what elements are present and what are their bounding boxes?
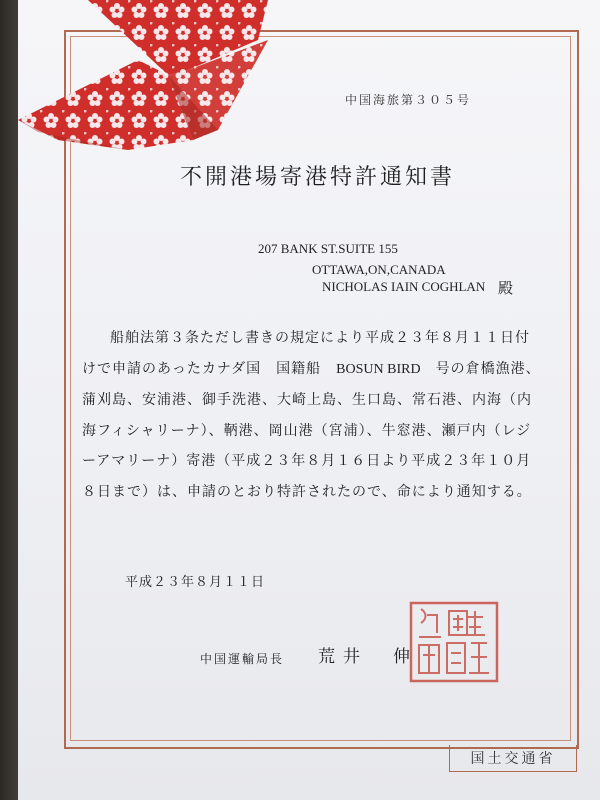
official-seal-stamp bbox=[405, 595, 503, 687]
document-title: 不開港場寄港特許通知書 bbox=[180, 165, 456, 190]
notice-body-part-2: 号の倉橋漁港、蒲刈島、安浦港、御手洗港、大崎上島、生口島、常石港、内海（内海フィシャリーナ）、鞆港、岡山港（宮浦）、牛窓港、瀬戸内（レジーアマリーナ）寄港（平成２３年８月１６日より平成２３年１０月８日まで）は、申請のとおり特許されたので、命により通知する。 bbox=[82, 360, 541, 500]
recipient-name: NICHOLAS IAIN COGHLAN bbox=[322, 279, 486, 294]
address-line-1: 207 BANK ST.SUITE 155 bbox=[258, 241, 398, 256]
address-line-2: OTTAWA,ON,CANADA bbox=[312, 262, 446, 277]
origami-crane bbox=[18, 0, 288, 160]
signatory-office: 中国運輸局長 bbox=[200, 652, 285, 666]
issue-date: 平成２３年８月１１日 bbox=[125, 575, 266, 590]
document-number: 中国海旅第３０５号 bbox=[345, 93, 472, 107]
ministry-label: 国土交通省 bbox=[449, 745, 577, 772]
notice-body bbox=[82, 323, 542, 508]
notice-body-part-1: 船舶法第３条ただし書きの規定により平成２３年８月１１日付けで申請のあったカナダ国 国籍船 bbox=[82, 330, 530, 377]
honorific: 殿 bbox=[498, 279, 514, 297]
ship-name: BOSUN BIRD bbox=[336, 361, 421, 377]
signatory-name: 荒井 伸 bbox=[318, 647, 418, 667]
